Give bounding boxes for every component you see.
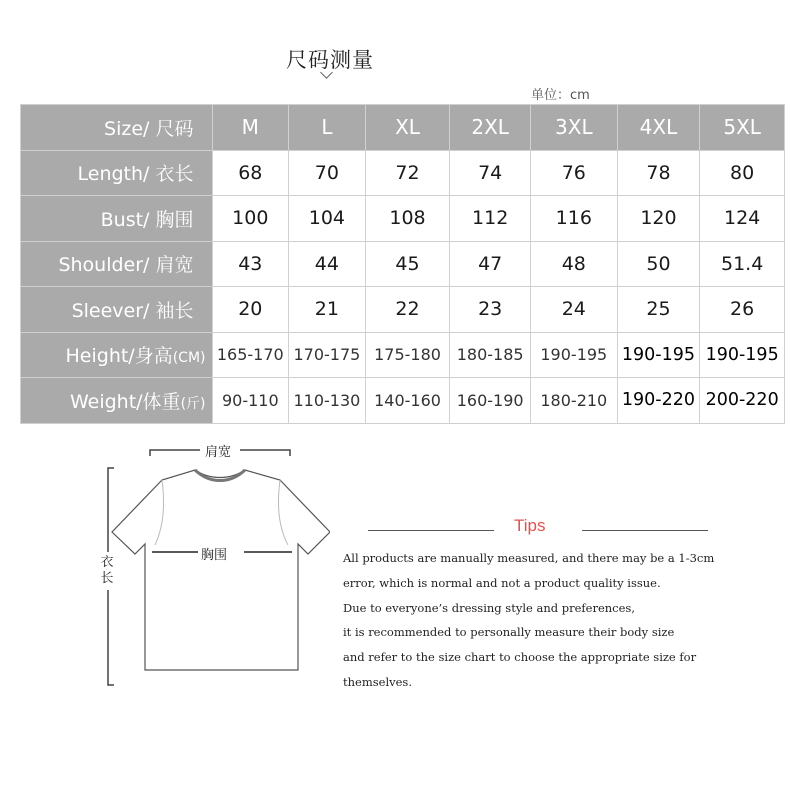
- table-cell: 43: [212, 241, 289, 287]
- row-label-bust: Bust/ 胸围: [21, 196, 213, 242]
- table-cell: 70: [289, 150, 366, 196]
- table-cell: 45: [365, 241, 450, 287]
- row-label-weight-unit: (斤): [180, 395, 206, 412]
- size-header-2xl: 2XL: [450, 105, 531, 151]
- unit-label: 单位：cm: [531, 88, 590, 103]
- shoulder-label: 肩宽: [205, 445, 232, 460]
- tips-line: and refer to the size chart to choose the appropriate size for: [343, 650, 697, 665]
- table-cell: 23: [450, 287, 531, 333]
- size-header-5xl: 5XL: [700, 105, 785, 151]
- table-row-weight: [21, 378, 785, 424]
- size-header-m: M: [212, 105, 289, 151]
- tshirt-measurement-diagram: [100, 440, 330, 700]
- size-chart-table: [20, 104, 785, 424]
- table-cell: 51.4: [700, 241, 785, 287]
- table-cell: 100: [212, 196, 289, 242]
- table-cell: 25: [617, 287, 700, 333]
- table-cell: 50: [617, 241, 700, 287]
- table-row-height: [21, 332, 785, 378]
- tips-line: Due to everyone’s dressing style and preferences,: [343, 600, 635, 615]
- table-cell: 170-175: [289, 332, 366, 378]
- table-cell: 110-130: [289, 378, 366, 424]
- table-header-row: [21, 105, 785, 151]
- table-cell: 104: [289, 196, 366, 242]
- row-label-height-text: Height/身高: [65, 345, 173, 368]
- table-cell: 74: [450, 150, 531, 196]
- row-label-length: Length/ 衣长: [21, 150, 213, 196]
- tips-body: [343, 551, 783, 700]
- tips-title: Tips: [514, 516, 546, 535]
- table-row-shoulder: [21, 241, 785, 287]
- table-cell: 48: [530, 241, 617, 287]
- table-cell: 190-195: [530, 332, 617, 378]
- table-cell: 120: [617, 196, 700, 242]
- table-cell: 190-220: [617, 378, 700, 424]
- size-header-4xl: 4XL: [617, 105, 700, 151]
- table-cell: 90-110: [212, 378, 289, 424]
- size-header-3xl: 3XL: [530, 105, 617, 151]
- table-cell: 108: [365, 196, 450, 242]
- tips-line: it is recommended to personally measure their body size: [343, 625, 675, 640]
- table-cell: 140-160: [365, 378, 450, 424]
- row-label-size: Size/ 尺码: [21, 105, 213, 151]
- table-cell: 78: [617, 150, 700, 196]
- table-row-sleeve: [21, 287, 785, 333]
- table-row-length: [21, 150, 785, 196]
- row-label-weight-text: Weight/体重: [69, 390, 181, 413]
- bust-label: 胸围: [201, 548, 228, 563]
- row-label-sleeve: Sleever/ 袖长: [21, 287, 213, 333]
- table-cell: 22: [365, 287, 450, 333]
- table-cell: 180-210: [530, 378, 617, 424]
- tips-line: All products are manually measured, and there may be a 1-3cm: [343, 551, 715, 565]
- table-cell: 165-170: [212, 332, 289, 378]
- table-cell: 200-220: [700, 378, 785, 424]
- table-cell: 20: [212, 287, 289, 333]
- row-label-weight: [21, 378, 213, 424]
- table-cell: 190-195: [700, 332, 785, 378]
- table-cell: 21: [289, 287, 366, 333]
- table-cell: 124: [700, 196, 785, 242]
- table-cell: 44: [289, 241, 366, 287]
- table-cell: 160-190: [450, 378, 531, 424]
- table-cell: 47: [450, 241, 531, 287]
- tips-divider-right: [582, 530, 708, 531]
- row-label-height-unit: (CM): [172, 350, 206, 367]
- size-header-l: L: [289, 105, 366, 151]
- table-cell: 80: [700, 150, 785, 196]
- table-cell: 175-180: [365, 332, 450, 378]
- table-cell: 112: [450, 196, 531, 242]
- table-cell: 68: [212, 150, 289, 196]
- size-header-xl: XL: [365, 105, 450, 151]
- table-cell: 116: [530, 196, 617, 242]
- tips-line: themselves.: [343, 674, 412, 689]
- table-cell: 72: [365, 150, 450, 196]
- tshirt-icon: [100, 440, 330, 700]
- row-label-shoulder: Shoulder/ 肩宽: [21, 241, 213, 287]
- row-label-height: [21, 332, 213, 378]
- table-cell: 24: [530, 287, 617, 333]
- table-cell: 190-195: [617, 332, 700, 378]
- length-label: 衣长: [100, 555, 114, 586]
- tips-divider-left: [368, 530, 494, 531]
- table-cell: 76: [530, 150, 617, 196]
- table-row-bust: [21, 196, 785, 242]
- table-cell: 180-185: [450, 332, 531, 378]
- page-title: 尺码测量: [286, 48, 374, 72]
- table-cell: 26: [700, 287, 785, 333]
- tips-line: error, which is normal and not a product quality issue.: [343, 575, 661, 590]
